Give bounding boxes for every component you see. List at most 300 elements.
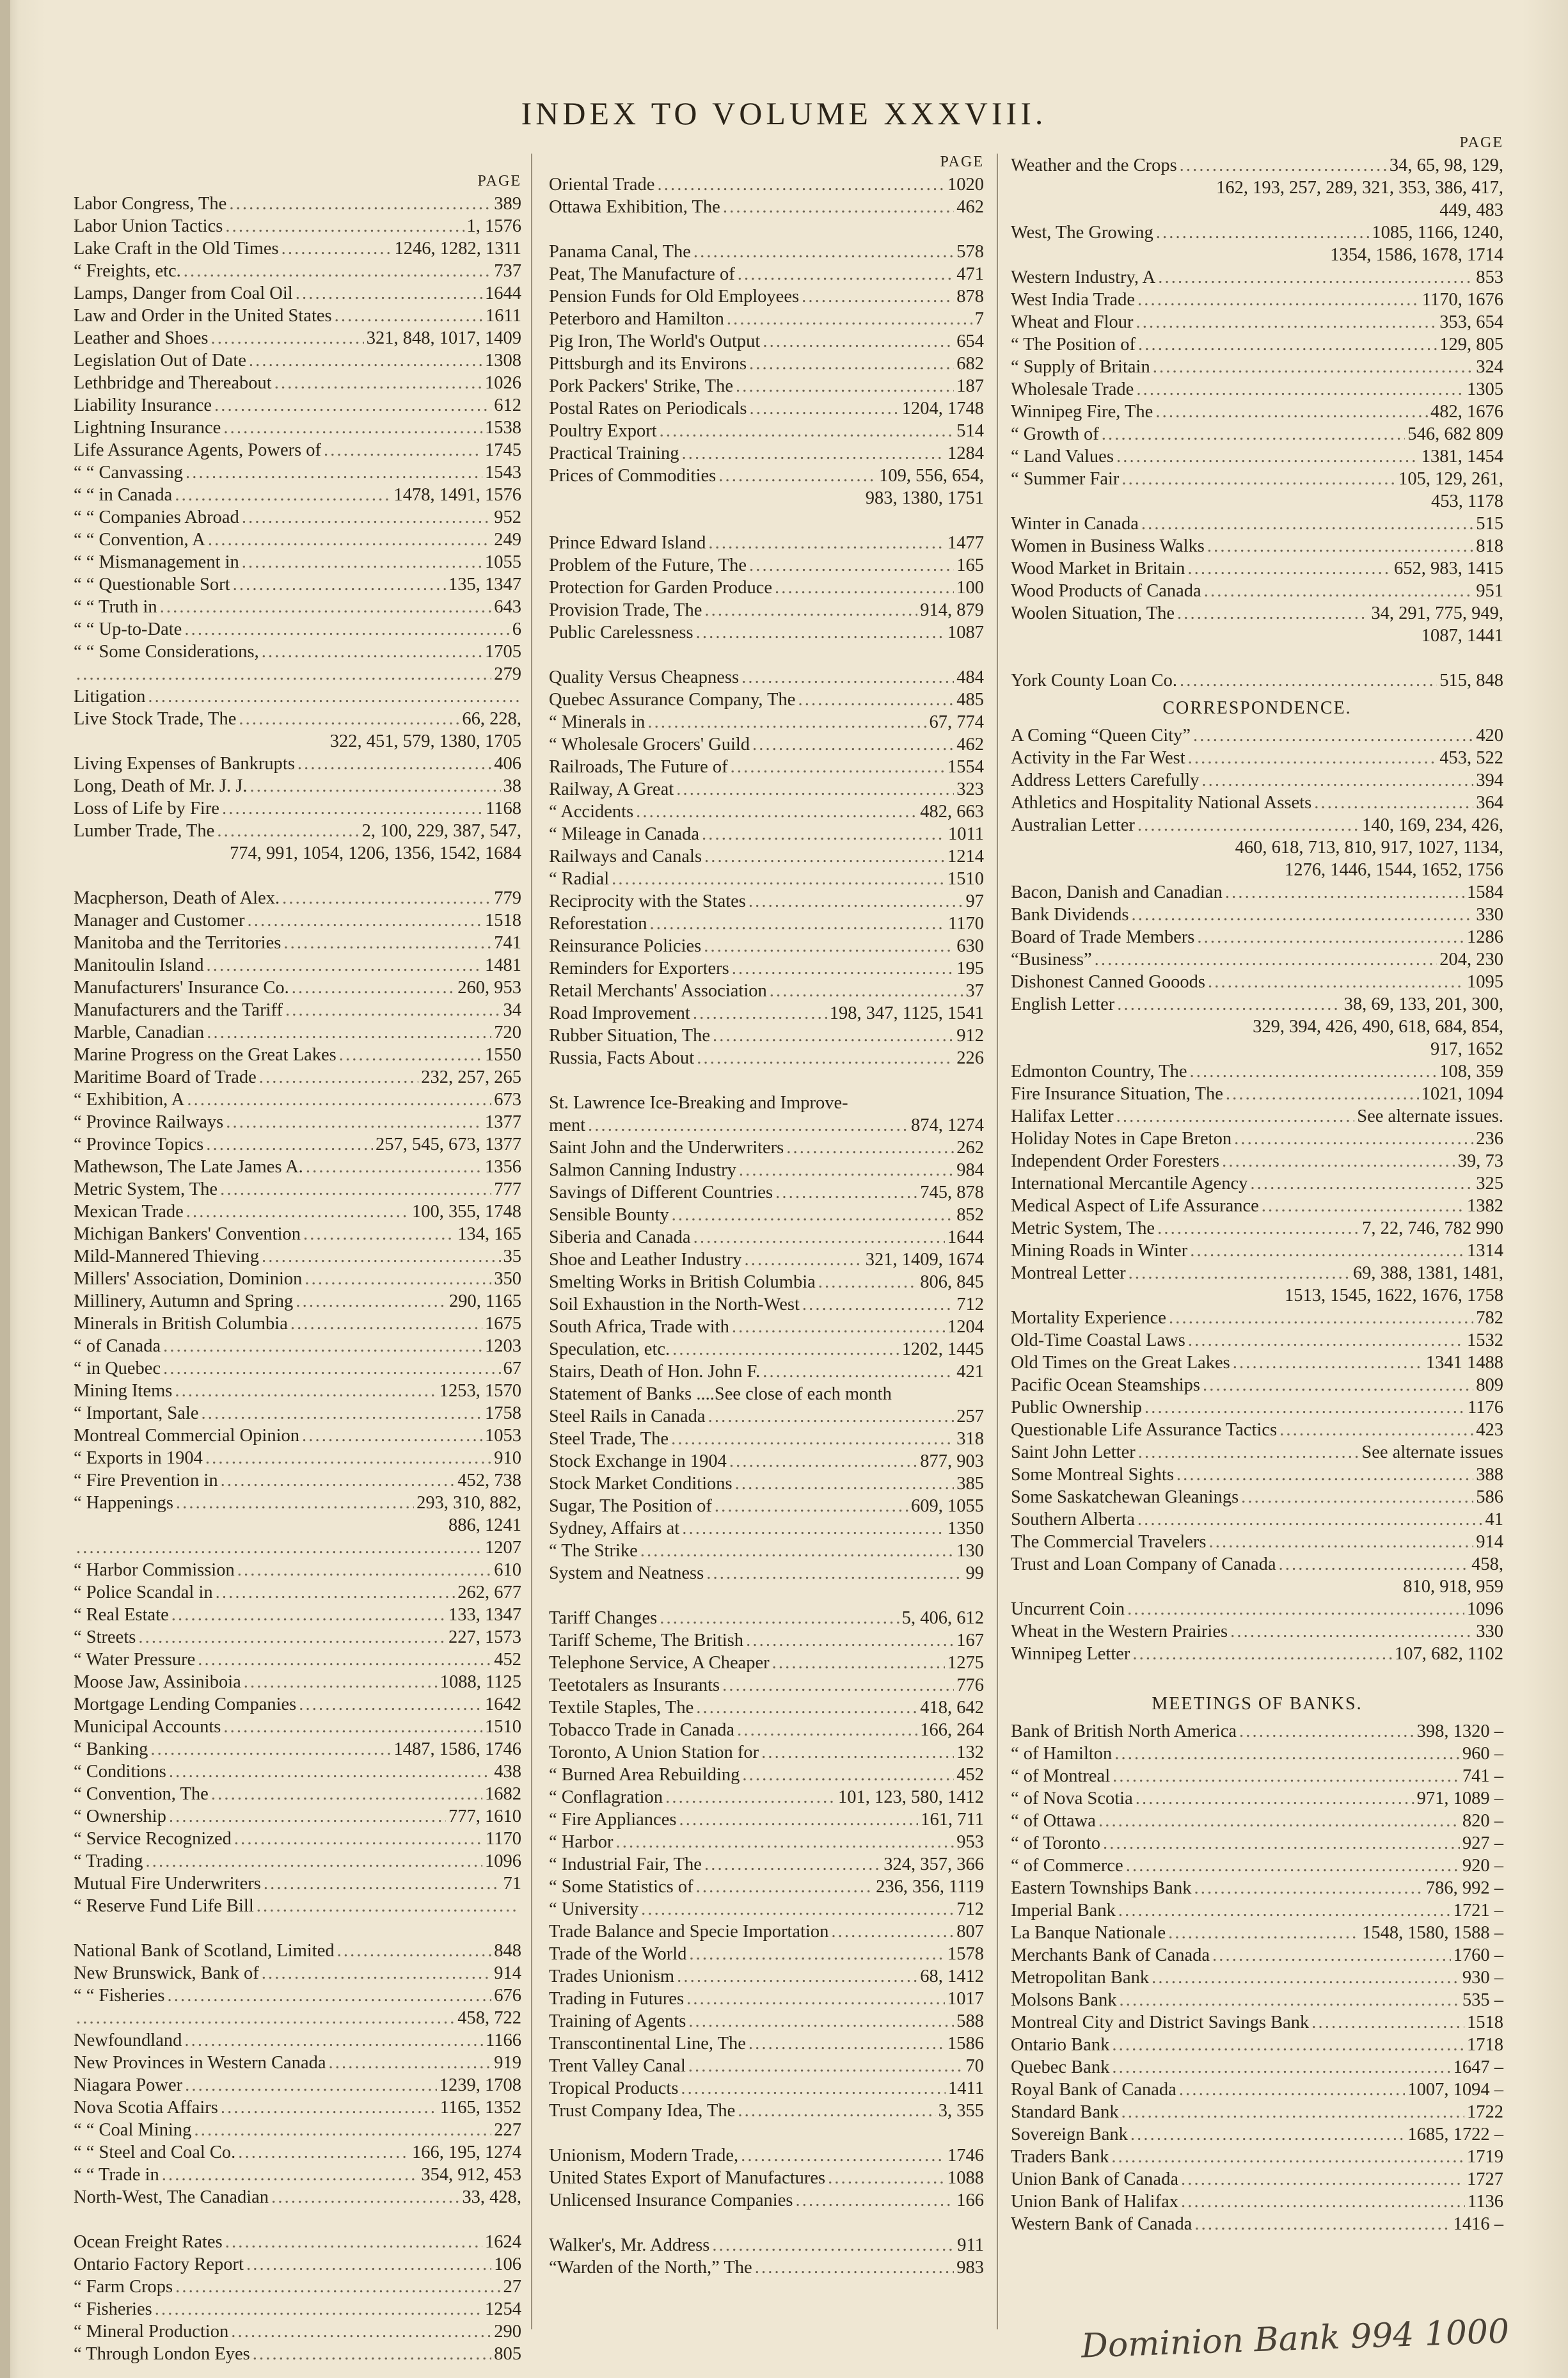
entry-pages: 1682 xyxy=(485,1784,521,1804)
entry-pages: 1760 – xyxy=(1453,1945,1503,1965)
index-entry xyxy=(74,2186,521,2208)
index-entry xyxy=(549,1741,984,1764)
dot-leader xyxy=(163,1335,482,1357)
entry-pages: 1510 xyxy=(947,869,984,889)
entry-pages: 70 xyxy=(965,2056,984,2076)
entry-pages: 745, 878 xyxy=(920,1183,984,1202)
entry-pages: 321, 848, 1017, 1409 xyxy=(366,328,521,348)
dot-leader xyxy=(226,1111,482,1133)
dot-leader xyxy=(223,417,482,439)
dot-leader xyxy=(763,1361,954,1383)
dot-leader xyxy=(818,1271,917,1293)
index-entry xyxy=(549,1786,984,1808)
index-entry xyxy=(549,1114,984,1137)
entry-title: “Business” xyxy=(1011,950,1092,970)
index-entry xyxy=(1011,1877,1503,1899)
dot-leader xyxy=(802,285,954,308)
entry-pages: 1481 xyxy=(485,955,521,975)
index-entry-continuation: 460, 618, 713, 810, 917, 1027, 1134, xyxy=(1235,838,1503,858)
dot-leader xyxy=(775,1181,917,1204)
entry-pages: 535 – xyxy=(1462,1990,1503,2010)
entry-title: Training of Agents xyxy=(549,2011,686,2031)
dot-leader xyxy=(770,980,963,1002)
entry-title: Traders Bank xyxy=(1011,2147,1109,2167)
index-entry xyxy=(549,2032,984,2055)
index-entry xyxy=(74,305,521,327)
entry-pages: 204, 230 xyxy=(1439,950,1503,970)
dot-leader xyxy=(211,1783,482,1805)
entry-pages: 166, 264 xyxy=(920,1720,984,1740)
entry-pages: 6 xyxy=(512,619,521,639)
dot-leader xyxy=(337,1940,492,1962)
dot-leader xyxy=(1194,2213,1450,2235)
entry-pages: 140, 169, 234, 426, xyxy=(1362,815,1503,835)
entry-title: Metric System, The xyxy=(1011,1218,1155,1238)
entry-title: Old-Time Coastal Laws xyxy=(1011,1330,1185,1350)
entry-title: “ “ in Canada xyxy=(74,485,173,505)
entry-pages: 166 xyxy=(956,2190,984,2210)
index-entry xyxy=(74,1044,521,1066)
dot-leader xyxy=(187,1089,491,1111)
entry-title: “ of Montreal xyxy=(1011,1766,1111,1786)
entry-pages: 1239, 1708 xyxy=(439,2075,521,2095)
dot-leader xyxy=(1102,423,1406,445)
entry-pages: 806, 845 xyxy=(920,1272,984,1292)
dot-leader xyxy=(741,666,954,689)
entry-title: “ Through London Eyes xyxy=(74,2344,250,2364)
spacer xyxy=(549,1584,984,1607)
index-entry xyxy=(549,397,984,420)
index-entry xyxy=(549,913,984,935)
index-entry xyxy=(549,1853,984,1876)
index-entry xyxy=(74,1671,521,1693)
entry-pages: 914, 879 xyxy=(920,600,984,620)
entry-pages: 257 xyxy=(956,1407,984,1426)
entry-pages: 134, 165 xyxy=(457,1224,521,1244)
entry-title: Mathewson, The Late James A. xyxy=(74,1157,303,1177)
dot-leader xyxy=(1137,289,1420,311)
entry-title: Sensible Bounty xyxy=(549,1205,669,1225)
index-entry xyxy=(549,1965,984,1988)
entry-title: “ “ Questionable Sort xyxy=(74,575,230,594)
index-entry-continuation: 329, 394, 426, 490, 618, 684, 854, xyxy=(1253,1017,1503,1037)
entry-title: Mutual Fire Underwriters xyxy=(74,1874,261,1894)
entry-title: Steel Rails in Canada xyxy=(549,1407,706,1426)
entry-pages: 1719 xyxy=(1467,2147,1503,2167)
entry-pages: 133, 1347 xyxy=(448,1605,521,1625)
entry-pages: 1088, 1125 xyxy=(440,1672,521,1692)
page-label: PAGE xyxy=(477,173,521,189)
index-entry xyxy=(549,1293,984,1316)
index-entry xyxy=(1011,971,1503,993)
index-entry xyxy=(549,1338,984,1361)
entry-pages: 323 xyxy=(956,779,984,799)
dot-leader xyxy=(738,2100,935,2122)
entry-title: Legislation Out of Date xyxy=(74,351,246,371)
index-entry xyxy=(549,2189,984,2212)
dot-leader xyxy=(303,1223,455,1245)
entry-title: Trade of the World xyxy=(549,1944,687,1964)
index-entry xyxy=(1011,468,1503,490)
entry-title: Law and Order in the United States xyxy=(74,306,332,326)
spacer xyxy=(549,1069,984,1092)
handwritten-note: Dominion Bank 994 1000 xyxy=(1081,2312,1510,2366)
entry-pages: 1611 xyxy=(486,306,521,326)
entry-pages: 1275 xyxy=(947,1653,984,1673)
entry-pages: 69, 388, 1381, 1481, xyxy=(1352,1263,1503,1283)
entry-title: Protection for Garden Produce xyxy=(549,578,773,598)
index-entry xyxy=(1011,1967,1503,1989)
entry-title: Ontario Bank xyxy=(1011,2035,1110,2055)
dot-leader xyxy=(1103,1832,1460,1855)
entry-title: Railways and Canals xyxy=(549,847,702,866)
dot-leader xyxy=(689,1943,945,1965)
dot-leader xyxy=(746,1629,954,1652)
dot-leader xyxy=(1153,356,1474,378)
entry-pages: 912 xyxy=(956,1026,984,1046)
entry-title: “ “ Some Considerations, xyxy=(74,642,259,662)
dot-leader xyxy=(1136,311,1437,333)
index-entry xyxy=(1011,1105,1503,1128)
dot-leader xyxy=(650,913,946,935)
entry-title: Ottawa Exhibition, The xyxy=(549,197,720,217)
spacer xyxy=(549,218,984,241)
index-entry-continuation: 449, 483 xyxy=(1439,200,1503,220)
entry-pages: 290, 1165 xyxy=(449,1291,521,1311)
entry-pages: 262, 677 xyxy=(457,1583,521,1602)
entry-pages: 776 xyxy=(956,1675,984,1695)
entry-title: “ Fisheries xyxy=(74,2299,152,2319)
index-entry xyxy=(549,666,984,689)
entry-pages: 630 xyxy=(956,936,984,956)
entry-title: English Letter xyxy=(1011,994,1115,1014)
entry-title: Lake Craft in the Old Times xyxy=(74,239,279,259)
entry-pages: 1586 xyxy=(947,2034,984,2054)
entry-pages: 418, 642 xyxy=(920,1698,984,1718)
dot-leader xyxy=(688,2010,954,2032)
entry-pages: 1382 xyxy=(1467,1196,1503,1216)
entry-title: Minerals in British Columbia xyxy=(74,1314,288,1334)
entry-title: Wheat and Flour xyxy=(1011,312,1134,332)
dot-leader xyxy=(253,2343,492,2365)
index-entry xyxy=(549,1361,984,1383)
entry-pages: 1518 xyxy=(485,911,521,930)
entry-title: Standard Bank xyxy=(1011,2102,1119,2122)
index-entry xyxy=(74,193,521,215)
dot-leader xyxy=(677,1965,917,1988)
entry-title: West, The Growing xyxy=(1011,223,1153,243)
dot-leader xyxy=(1226,1083,1419,1105)
index-entry xyxy=(549,1988,984,2010)
entry-title: Montreal Letter xyxy=(1011,1263,1126,1283)
entry-title: Activity in the Far West xyxy=(1011,748,1185,768)
dot-leader xyxy=(1095,948,1437,971)
index-entry xyxy=(549,330,984,353)
entry-pages: 720 xyxy=(494,1023,521,1042)
entry-title: Wood Products of Canada xyxy=(1011,581,1201,601)
dot-leader xyxy=(257,1895,519,1917)
index-entry xyxy=(549,2055,984,2077)
entry-title: Millinery, Autumn and Spring xyxy=(74,1291,294,1311)
index-entry xyxy=(549,2144,984,2167)
dot-leader xyxy=(1203,1374,1473,1396)
index-entry xyxy=(549,1719,984,1741)
dot-leader xyxy=(688,2055,963,2077)
entry-title: “ The Position of xyxy=(1011,335,1136,355)
index-entry xyxy=(74,1402,521,1424)
entry-pages: 578 xyxy=(956,242,984,262)
dot-leader xyxy=(1131,904,1473,926)
entry-title: Peterboro and Hamilton xyxy=(549,309,724,329)
index-entry xyxy=(1011,1832,1503,1855)
dot-leader xyxy=(1279,1553,1469,1576)
index-entry xyxy=(74,1962,521,1984)
entry-title: “ of Toronto xyxy=(1011,1833,1100,1853)
dot-leader xyxy=(76,1536,482,1559)
dot-leader xyxy=(1128,1262,1350,1284)
entry-pages: 129, 805 xyxy=(1439,335,1503,355)
dot-leader xyxy=(231,2320,491,2343)
index-entry xyxy=(549,420,984,442)
dot-leader xyxy=(339,1044,482,1066)
entry-pages: 105, 129, 261, xyxy=(1398,469,1503,489)
entry-title: “ “ Convention, A xyxy=(74,530,205,550)
entry-pages: 420 xyxy=(1476,726,1503,746)
index-entry xyxy=(74,1850,521,1872)
dot-leader xyxy=(761,1741,954,1764)
dot-leader xyxy=(220,1178,491,1201)
index-entry xyxy=(549,353,984,375)
dot-leader xyxy=(302,1424,482,1447)
entry-pages: 1477 xyxy=(947,533,984,553)
entry-title: Rubber Situation, The xyxy=(549,1026,710,1046)
index-entry xyxy=(549,1204,984,1226)
dot-leader xyxy=(1180,154,1387,177)
dot-leader xyxy=(671,1428,954,1450)
index-entry xyxy=(1011,1643,1503,1665)
entry-title: Weather and the Crops xyxy=(1011,156,1177,175)
entry-pages: 807 xyxy=(956,1922,984,1942)
entry-pages: 952 xyxy=(494,507,521,527)
dot-leader xyxy=(335,305,483,327)
entry-pages: 782 xyxy=(1476,1308,1503,1328)
entry-title: Western Bank of Canada xyxy=(1011,2214,1192,2234)
entry-title: Moose Jaw, Assiniboia xyxy=(74,1672,241,1692)
entry-pages: 260, 953 xyxy=(457,978,521,998)
entry-title: Lightning Insurance xyxy=(74,418,221,438)
index-entry xyxy=(1011,792,1503,814)
dot-leader xyxy=(752,733,954,756)
index-entry xyxy=(1011,266,1503,289)
entry-title: Unionism, Modern Trade, xyxy=(549,2146,739,2166)
index-entry xyxy=(74,932,521,954)
index-entry xyxy=(1011,1743,1503,1765)
index-entry xyxy=(74,2119,521,2141)
index-entry xyxy=(74,2343,521,2365)
index-entry xyxy=(549,1405,984,1428)
dot-leader xyxy=(1111,2146,1464,2168)
dot-leader xyxy=(1179,2079,1406,2101)
dot-leader xyxy=(145,1850,482,1872)
entry-title: Telephone Service, A Cheaper xyxy=(549,1653,770,1673)
dot-leader xyxy=(1208,971,1464,993)
dot-leader xyxy=(1188,747,1437,769)
entry-title: Tropical Products xyxy=(549,2079,679,2098)
entry-pages: 1017 xyxy=(947,1989,984,2009)
dot-leader xyxy=(772,1652,945,1674)
entry-title: “ “ Truth in xyxy=(74,597,157,617)
entry-pages: 452 xyxy=(494,1650,521,1670)
dot-leader xyxy=(1118,1899,1451,1922)
entry-title: West India Trade xyxy=(1011,290,1136,310)
dot-leader xyxy=(225,215,464,237)
dot-leader xyxy=(1188,1329,1464,1352)
entry-pages: 350 xyxy=(494,1269,521,1289)
entry-title: Manufacturers' Insurance Co. xyxy=(74,978,289,998)
spacer xyxy=(549,2212,984,2234)
entry-title: “ “ Canvassing xyxy=(74,463,183,483)
entry-title: “ The Strike xyxy=(549,1541,638,1561)
entry-title: Live Stock Trade, The xyxy=(74,709,237,729)
dot-leader xyxy=(239,708,459,730)
entry-title: Merchants Bank of Canada xyxy=(1011,1945,1210,1965)
dot-leader xyxy=(1117,993,1341,1016)
entry-pages: 67, 774 xyxy=(929,712,984,732)
entry-title: Niagara Power xyxy=(74,2075,183,2095)
entry-pages: 7, 22, 746, 782 990 xyxy=(1362,1218,1503,1238)
dot-leader xyxy=(186,461,482,484)
dot-leader xyxy=(1155,401,1428,423)
index-entry xyxy=(1011,993,1503,1016)
entry-title: St. Lawrence Ice-Breaking and Improve- xyxy=(549,1093,848,1113)
entry-title: Metric System, The xyxy=(74,1179,218,1199)
index-entry xyxy=(1011,1262,1503,1284)
dot-leader xyxy=(1239,1720,1414,1743)
entry-pages: 546, 682 809 xyxy=(1407,424,1503,444)
dot-leader xyxy=(167,1984,491,2007)
dot-leader xyxy=(1187,557,1391,580)
entry-pages: 1284 xyxy=(947,443,984,463)
dot-leader xyxy=(211,327,364,349)
index-entry xyxy=(74,2141,521,2164)
index-entry xyxy=(74,1021,521,1044)
entry-title: “ Mineral Production xyxy=(74,2322,229,2342)
entry-pages: 1214 xyxy=(947,847,984,866)
entry-pages: 1055 xyxy=(485,552,521,572)
entry-pages: 914 xyxy=(1476,1532,1503,1552)
entry-pages: 484 xyxy=(956,667,984,687)
dot-leader xyxy=(712,2234,954,2256)
index-entry xyxy=(1011,769,1503,792)
dot-leader xyxy=(1181,2190,1465,2213)
dot-leader xyxy=(169,1760,491,1783)
entry-title: Reciprocity with the States xyxy=(549,891,746,911)
index-entry xyxy=(74,2253,521,2276)
entry-title: Saint John Letter xyxy=(1011,1442,1136,1462)
entry-pages: 1718 xyxy=(1467,2035,1503,2055)
entry-title: “ Industrial Fair, The xyxy=(549,1855,702,1874)
entry-title: Practical Training xyxy=(549,443,679,463)
entry-title: Quebec Assurance Company, The xyxy=(549,690,796,710)
index-entry xyxy=(549,1047,984,1069)
entry-pages: 1578 xyxy=(947,1944,984,1964)
entry-title: Wheat in the Western Prairies xyxy=(1011,1622,1228,1641)
dot-leader xyxy=(1233,1352,1423,1374)
entry-pages: 385 xyxy=(956,1474,984,1494)
entry-pages: 249 xyxy=(494,530,521,550)
index-entry xyxy=(74,2029,521,2052)
index-entry xyxy=(1011,1150,1503,1172)
index-entry xyxy=(74,1940,521,1962)
entry-pages: 324, 357, 366 xyxy=(883,1855,984,1874)
entry-title: The Commercial Travelers xyxy=(1011,1532,1207,1552)
entry-title: South Africa, Trade with xyxy=(549,1317,729,1337)
index-entry xyxy=(549,1002,984,1025)
entry-pages: 109, 556, 654, xyxy=(879,466,984,486)
entry-title: Tariff Changes xyxy=(549,1608,658,1628)
dot-leader xyxy=(672,1338,899,1361)
spacer xyxy=(74,865,521,887)
index-entry xyxy=(74,439,521,461)
dot-leader xyxy=(676,778,954,801)
entry-title: “ Exhibition, A xyxy=(74,1090,185,1110)
dot-leader xyxy=(722,1674,954,1696)
index-entry xyxy=(549,2256,984,2279)
entry-title: “ Conflagration xyxy=(549,1787,663,1807)
index-entry xyxy=(1011,2034,1503,2056)
dot-leader xyxy=(723,196,954,218)
dot-leader xyxy=(223,1716,482,1738)
dot-leader xyxy=(657,173,945,196)
index-entry xyxy=(1011,2213,1503,2235)
spacer xyxy=(1011,1665,1503,1688)
entry-pages: 643 xyxy=(494,597,521,617)
entry-pages: 1705 xyxy=(485,642,521,662)
index-entry xyxy=(74,596,521,618)
entry-pages: 66, 228, xyxy=(462,709,521,729)
entry-pages: 67 xyxy=(503,1359,521,1378)
dot-leader xyxy=(693,241,954,263)
entry-pages: 3, 355 xyxy=(938,2101,984,2121)
index-entry xyxy=(1011,881,1503,904)
index-entry xyxy=(74,1357,521,1380)
entry-pages: 712 xyxy=(956,1295,984,1314)
entry-pages: 100, 355, 1748 xyxy=(412,1202,521,1222)
index-entry xyxy=(549,957,984,980)
entry-title: “ Some Statistics of xyxy=(549,1877,693,1897)
entry-pages: 1096 xyxy=(485,1851,521,1871)
entry-pages: 1584 xyxy=(1467,882,1503,902)
entry-title: Labor Congress, The xyxy=(74,194,227,214)
index-entry xyxy=(549,2077,984,2100)
index-entry xyxy=(549,1249,984,1271)
index-entry xyxy=(549,689,984,711)
entry-title: Steel Trade, The xyxy=(549,1429,669,1449)
entry-pages: 1538 xyxy=(485,418,521,438)
entry-title: “ Reserve Fund Life Bill xyxy=(74,1896,254,1916)
entry-title: Address Letters Carefully xyxy=(1011,770,1200,790)
entry-pages: 1510 xyxy=(485,1717,521,1737)
entry-title: Australian Letter xyxy=(1011,815,1135,835)
index-entry xyxy=(74,663,521,685)
entry-pages: 33, 428, xyxy=(462,2187,521,2207)
index-entry xyxy=(1011,747,1503,769)
dot-leader xyxy=(1234,1128,1473,1150)
entry-pages: 676 xyxy=(494,1986,521,2006)
entry-pages: 1202, 1445 xyxy=(901,1339,984,1359)
index-entry xyxy=(74,1895,521,1917)
entry-pages: 1685, 1722 – xyxy=(1407,2125,1503,2144)
